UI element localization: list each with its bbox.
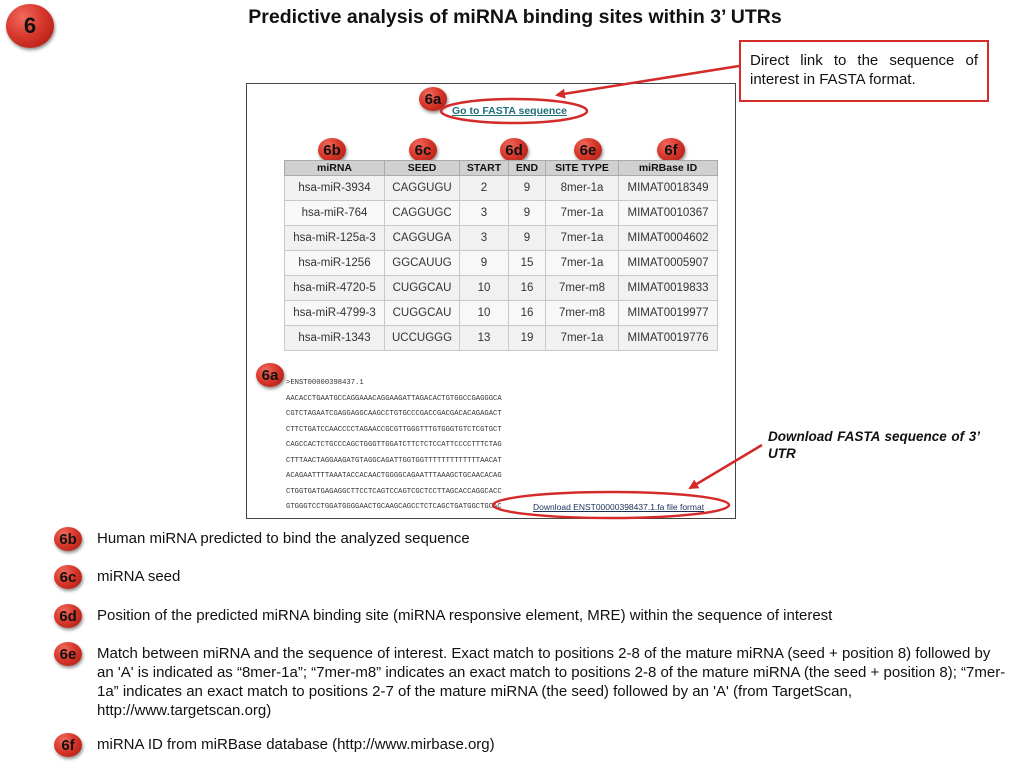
go-to-fasta-link[interactable]: Go to FASTA sequence xyxy=(452,105,567,117)
legend-text-seed: miRNA seed xyxy=(97,568,181,585)
start-cell: 10 xyxy=(460,276,509,301)
legend-marker-6e: 6e xyxy=(54,642,82,666)
download-link-highlight-ellipse xyxy=(493,492,729,518)
mirbase-id-cell: MIMAT0018349 xyxy=(619,176,718,201)
legend-marker-6c: 6c xyxy=(54,565,82,589)
seed-cell: CUGGCAU xyxy=(385,301,460,326)
legend-text-position: Position of the predicted miRNA binding site (miRNA responsive element, MRE) within the sequence of interest xyxy=(97,607,833,624)
start-cell: 3 xyxy=(460,201,509,226)
legend-text-mirbase: miRNA ID from miRBase database (http://www.mirbase.org) xyxy=(97,736,495,753)
column-header: miRBase ID xyxy=(619,161,718,176)
end-cell: 19 xyxy=(509,326,546,351)
fasta-link-highlight-ellipse xyxy=(441,99,587,123)
mirbase-id-cell: MIMAT0004602 xyxy=(619,226,718,251)
download-link-arrow xyxy=(690,445,762,488)
seed-cell: GGCAUUG xyxy=(385,251,460,276)
site-type-cell: 7mer-1a xyxy=(546,251,619,276)
marker-6f: 6f xyxy=(657,138,685,162)
fasta-link-callout: Direct link to the sequence of interest in FASTA format. xyxy=(739,40,989,102)
start-cell: 3 xyxy=(460,226,509,251)
mirna-cell: hsa-miR-4720-5 xyxy=(285,276,385,301)
site-type-cell: 7mer-m8 xyxy=(546,276,619,301)
fasta-line: CAGCCACTCTGCCCAGCTGGGTTGGATCTTCTCTCCATTCCCCTTTCTAG xyxy=(286,441,502,449)
start-cell: 10 xyxy=(460,301,509,326)
site-type-cell: 7mer-m8 xyxy=(546,301,619,326)
end-cell: 9 xyxy=(509,201,546,226)
fasta-line: CTTCTGATCCAACCCCTAGAACCGCGTTGGGTTTGTGGGTGTCTCGTGCT xyxy=(286,425,502,434)
start-cell: 9 xyxy=(460,251,509,276)
mirna-cell: hsa-miR-125a-3 xyxy=(285,226,385,251)
mirna-cell: hsa-miR-4799-3 xyxy=(285,301,385,326)
marker-6c: 6c xyxy=(409,138,437,162)
seed-cell: CAGGUGU xyxy=(385,176,460,201)
fasta-link-arrow xyxy=(557,66,739,95)
fasta-line: GTGGGTCCTGGATGGGGAACTGCAAGCAGCCTCTCAGCTGATGGCTGCAC xyxy=(286,503,502,511)
legend-text-mirna: Human miRNA predicted to bind the analyzed sequence xyxy=(97,530,470,547)
legend-marker-6f: 6f xyxy=(54,733,82,757)
marker-6e: 6e xyxy=(574,138,602,162)
site-type-cell: 7mer-1a xyxy=(546,201,619,226)
slide-title: Predictive analysis of miRNA binding sites within 3’ UTRs xyxy=(248,6,782,28)
marker-6a-link: 6a xyxy=(419,87,447,111)
site-type-cell: 7mer-1a xyxy=(546,226,619,251)
end-cell: 9 xyxy=(509,226,546,251)
mirbase-id-cell: MIMAT0005907 xyxy=(619,251,718,276)
seed-cell: CAGGUGC xyxy=(385,201,460,226)
seed-cell: UCCUGGG xyxy=(385,326,460,351)
mirna-cell: hsa-miR-764 xyxy=(285,201,385,226)
fasta-line: AACACCTGAATGCCAGGAAACAGGAAGATTAGACACTGTGGCCGAGGGCA xyxy=(286,394,502,403)
mirbase-id-cell: MIMAT0019776 xyxy=(619,326,718,351)
column-header: END xyxy=(509,161,546,176)
marker-6d: 6d xyxy=(500,138,528,162)
mirna-cell: hsa-miR-1343 xyxy=(285,326,385,351)
end-cell: 16 xyxy=(509,276,546,301)
end-cell: 16 xyxy=(509,301,546,326)
site-type-cell: 7mer-1a xyxy=(546,326,619,351)
download-fasta-note: Download FASTA sequence of 3’ UTR xyxy=(768,429,980,461)
legend-marker-6d: 6d xyxy=(54,604,82,628)
mirna-cell: hsa-miR-3934 xyxy=(285,176,385,201)
marker-6b: 6b xyxy=(318,138,346,162)
legend-marker-6b: 6b xyxy=(54,527,82,551)
mirbase-id-cell: MIMAT0019833 xyxy=(619,276,718,301)
fasta-line: ACAGAATTTTAAATACCACAACTGGGGCAGAATTTAAAGCTGCAACACAG xyxy=(286,472,502,480)
fasta-line: CTTTAACTAGGAAGATGTAGGCAGATTGGTGGTTTTTTTTTTTTTAACAT xyxy=(286,456,502,465)
download-fasta-link[interactable]: Download ENST00000398437.1.fa file format xyxy=(533,502,705,512)
column-header: SEED xyxy=(385,161,460,176)
mirna-cell: hsa-miR-1256 xyxy=(285,251,385,276)
column-header: miRNA xyxy=(285,161,385,176)
end-cell: 9 xyxy=(509,176,546,201)
site-type-cell: 8mer-1a xyxy=(546,176,619,201)
fasta-line: >ENST00000398437.1 xyxy=(286,379,364,387)
fasta-line: CTGGTGATGAGAGGCTTCCTCAGTCCAGTCGCTCCTTAGCACCAGGCACC xyxy=(286,487,502,496)
marker-6a-sequence: 6a xyxy=(256,363,284,387)
column-header: START xyxy=(460,161,509,176)
fasta-line: CGTCTAGAATCGAGGAGGCAAGCCTGTGCCCGACCGACGACACAGAGACT xyxy=(286,410,502,418)
start-cell: 13 xyxy=(460,326,509,351)
legend-text-site-type: Match between miRNA and the sequence of interest. Exact match to positions 2-8 of the mature miRNA (seed + position 8) followed by an 'A' is indicated as “8mer-1a”; “7mer-m8” indicates an exact match to positions 2-8 of the mature miRNA (the seed + position 8); “7mer-1a” indicates an exact match to positions 2-7 of the mature miRNA (the seed) followed by an 'A' (from TargetScan, http://www.targetscan.org) xyxy=(97,645,1006,719)
seed-cell: CUGGCAU xyxy=(385,276,460,301)
mirbase-id-cell: MIMAT0010367 xyxy=(619,201,718,226)
start-cell: 2 xyxy=(460,176,509,201)
end-cell: 15 xyxy=(509,251,546,276)
column-header: SITE TYPE xyxy=(546,161,619,176)
slide-number-badge: 6 xyxy=(6,4,54,48)
mirbase-id-cell: MIMAT0019977 xyxy=(619,301,718,326)
seed-cell: CAGGUGA xyxy=(385,226,460,251)
